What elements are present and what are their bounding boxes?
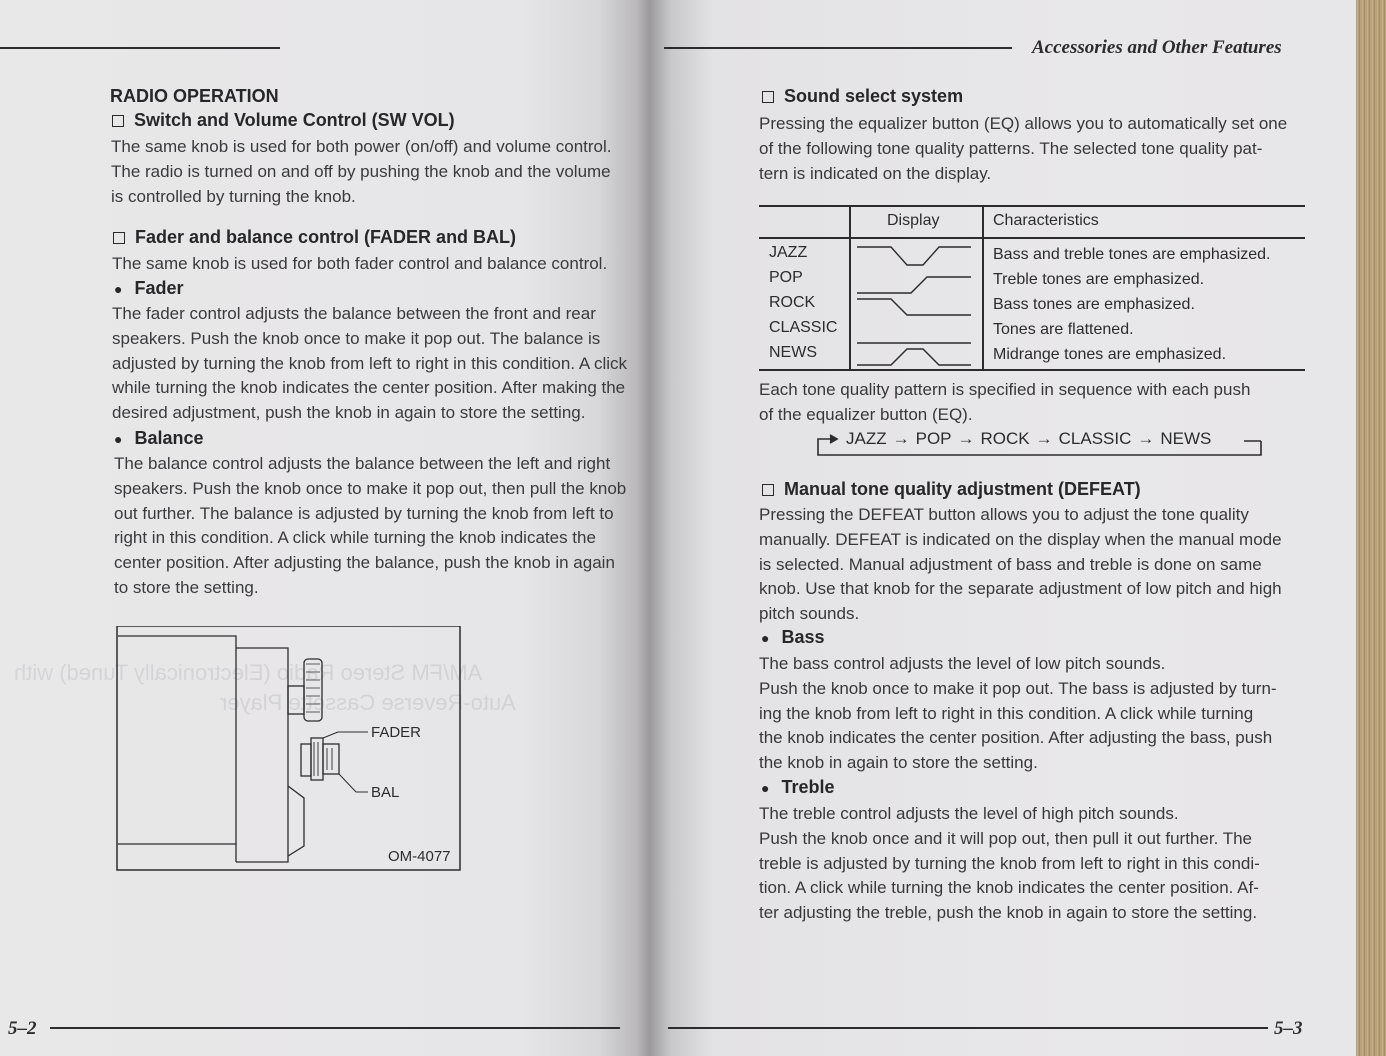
running-header: Accessories and Other Features [1032, 37, 1282, 58]
defeat-text: Pressing the DEFEAT button allows you to adjust the tone quality manually. DEFEAT is indicated on the display when the manual mode is selected. Manual adjustment of bass and treble is done on same knob. Use that knob for the separate adjustment of low pitch and high pitch sounds. [759, 505, 1282, 624]
fader-balance-heading: Fader and balance control (FADER and BAL) [113, 227, 516, 248]
table-row-name: ROCK [769, 294, 816, 311]
bullet-icon: ● [114, 280, 123, 297]
balance-text: The balance control adjusts the balance between the left and right speakers. Push the knob once to make it pop out, then pull the knob out further. The balance is adjusted by turning the knob from left to right in this condition. A click while turning the knob indicates the center position. After adjusting the balance, push the knob in again to store the setting. [114, 454, 627, 597]
bass-text: The bass control adjusts the level of low pitch sounds. Push the knob once to make it pop out. The bass is adjusted by turn- ing the knob from left to right in this condition. A click while turning the knob indicates the center position. After adjusting the bass, push the knob in again to store the setting. [759, 654, 1277, 773]
arrow-icon: → [957, 429, 975, 448]
news-curve-icon [857, 349, 971, 365]
bullet-icon: ● [114, 430, 123, 447]
table-row-name: CLASSIC [769, 319, 838, 336]
sequence-item: JAZZ [846, 429, 887, 448]
table-row-name: POP [769, 269, 803, 286]
section-title: RADIO OPERATION [110, 86, 279, 106]
checkbox-icon [112, 115, 124, 127]
arrow-icon: → [1137, 429, 1155, 448]
pop-curve-icon [857, 277, 971, 293]
balance-title: ● Balance [114, 428, 204, 448]
fader-text: The fader control adjusts the balance between the front and rear speakers. Push the knob once to make it pop out. The balance is adjusted by turning the knob from left to right in this condition. A click while turning the knob indicates the center position. After making the desired adjustment, push the knob in again to store the setting. [112, 304, 628, 423]
checkbox-icon [113, 232, 125, 244]
knob-figure [116, 626, 462, 871]
table-row-desc: Midrange tones are emphasized. [993, 346, 1227, 363]
rock-curve-icon [857, 299, 971, 315]
folio-left: 5–2 [8, 1018, 37, 1039]
bullet-icon: ● [761, 629, 770, 646]
arrow-icon: → [1035, 429, 1053, 448]
checkbox-icon [762, 91, 774, 103]
figure-code: OM-4077 [388, 848, 451, 865]
arrow-icon: → [892, 429, 910, 448]
header-rule-left [0, 47, 280, 49]
sequence-item: POP [915, 429, 952, 448]
defeat-heading: Manual tone quality adjustment (DEFEAT) [762, 479, 1141, 500]
eq-sequence [816, 427, 1266, 457]
table-row-name: JAZZ [769, 244, 808, 261]
footer-rule-left [50, 1027, 620, 1029]
switch-volume-text: The same knob is used for both power (on/off) and volume control. The radio is turned on and off by pushing the knob and the volume is controlled by turning the knob. [111, 137, 612, 206]
table-row-name: NEWS [769, 344, 817, 361]
sequence-text: Each tone quality pattern is specified in sequence with each push of the equalizer button (EQ). [759, 380, 1251, 424]
column-header-display: Display [887, 212, 940, 229]
bal-label: BAL [371, 784, 400, 801]
switch-volume-heading: Switch and Volume Control (SW VOL) [112, 110, 455, 131]
fader-balance-intro: The same knob is used for both fader control and balance control. [112, 254, 608, 273]
sequence-item: ROCK [980, 429, 1030, 448]
bass-title: ● Bass [761, 627, 825, 647]
sequence-item: CLASSIC [1058, 429, 1132, 448]
book-page-edges [1356, 0, 1386, 1056]
bullet-icon: ● [761, 779, 770, 796]
column-header-characteristics: Characteristics [993, 212, 1099, 229]
table-row-desc: Bass and treble tones are emphasized. [993, 246, 1271, 263]
checkbox-icon [762, 484, 774, 496]
knob-diagram [116, 626, 462, 871]
sequence-item: NEWS [1160, 429, 1212, 448]
bleed-through-text: AM/FM Stereo Radio (Electronically Tuned) with [14, 660, 483, 685]
tone-pattern-table [759, 205, 1305, 371]
treble-title: ● Treble [761, 777, 835, 797]
header-rule-right [664, 47, 1012, 49]
folio-right: 5–3 [1274, 1018, 1303, 1039]
sound-select-heading: Sound select system [762, 86, 963, 107]
fader-title: ● Fader [114, 278, 184, 298]
fader-label: FADER [371, 724, 422, 741]
sound-select-text: Pressing the equalizer button (EQ) allows you to automatically set one of the following tone quality patterns. The selected tone quality pat- tern is indicated on the display. [759, 114, 1288, 183]
bleed-through-text: Auto-Reverse Cassette Player [220, 690, 516, 715]
table-row-desc: Tones are flattened. [993, 321, 1134, 338]
eq-curve-icons [851, 239, 979, 367]
sequence-items [846, 429, 1211, 449]
jazz-curve-icon [857, 247, 971, 265]
table-row-desc: Treble tones are emphasized. [993, 271, 1205, 288]
treble-text: The treble control adjusts the level of high pitch sounds. Push the knob once and it will pop out, then pull it out further. The treble is adjusted by turning the knob from left to right in this condi- tion. A click while turning the knob indicates the center position. Af- ter adjusting the treble, push the knob in again to store the setting. [759, 804, 1260, 923]
footer-rule-right [668, 1027, 1268, 1029]
table-row-desc: Bass tones are emphasized. [993, 296, 1195, 313]
left-page [0, 0, 650, 1056]
